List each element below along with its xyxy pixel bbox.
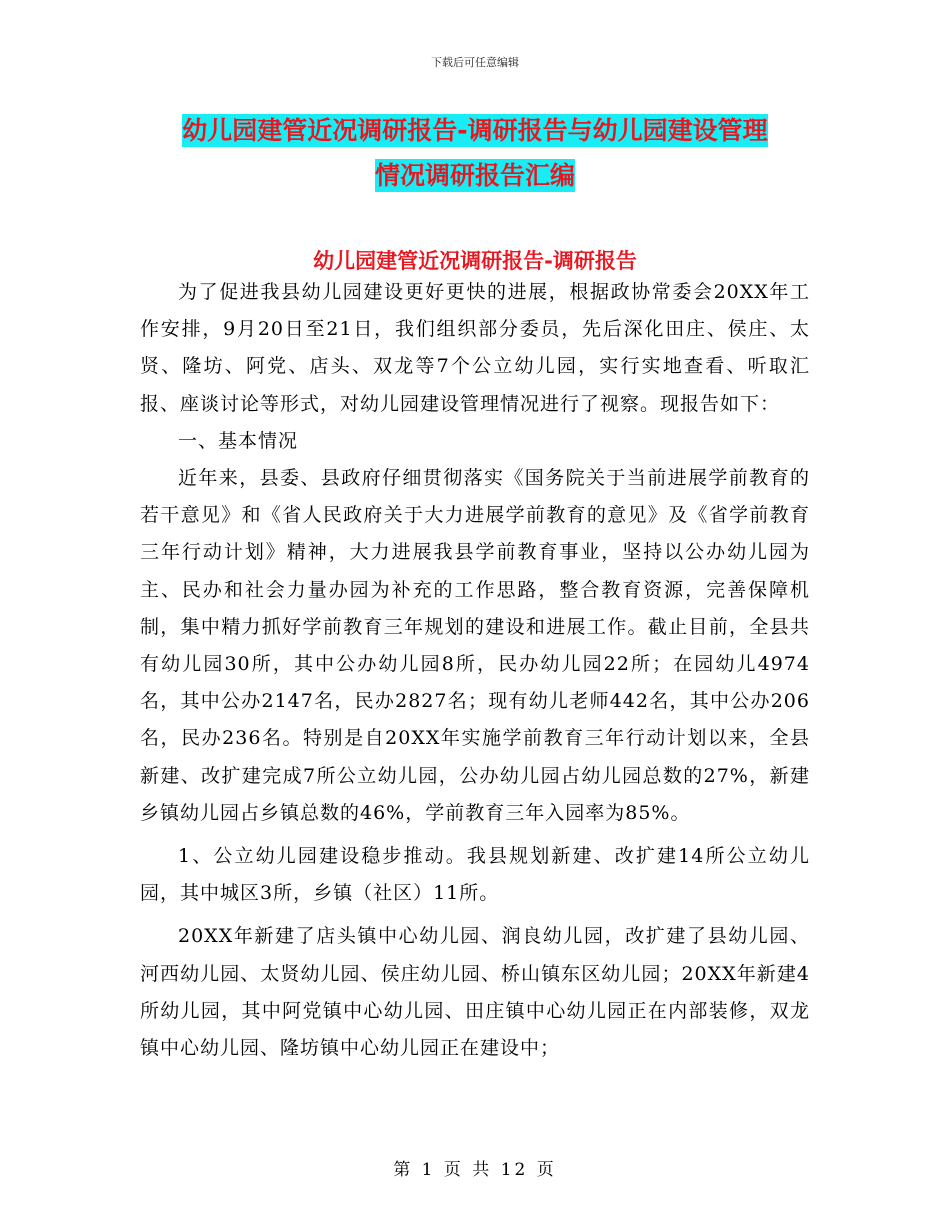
section-title: 幼儿园建管近况调研报告-调研报告: [313, 249, 637, 273]
paragraph-heading-basic: 一、基本情况: [178, 429, 299, 452]
page-header-note: 下载后可任意编辑: [431, 56, 519, 69]
paragraph-basic-situation: 近年来，县委、县政府仔细贯彻落实《国务院关于当前进展学前教育的若干意见》和《省人民政府关于大力进展学前教育的意见》及《省学前教育三年行动计划》精神，大力进展我县学前教育事业，坚持以公办幼儿园为主、民办和社会力量办园为补充的工作思路，整合教育资源，完善保障机制，集中精力抓好学前教育三年规划的建设和进展工作。截止目前，全县共有幼儿园30所，其中公办幼儿园8所，民办幼儿园22所；在园幼儿4974名，其中公办2147名，民办2827名；现有幼儿老师442名，其中公办206名，民办236名。特别是自20XX年实施学前教育三年行动计划以来，全县新建、改扩建完成7所公立幼儿园，公办幼儿园占幼儿园总数的27%，新建乡镇幼儿园占乡镇总数的46%，学前教育三年入园率为85%。: [140, 467, 810, 824]
paragraph-intro: 为了促进我县幼儿园建设更好更快的进展，根据政协常委会20XX年工作安排，9月20日至21日，我们组织部分委员，先后深化田庄、侯庄、太贤、隆坊、阿党、店头、双龙等7个公立幼儿园，实行实地查看、听取汇报、座谈讨论等形式，对幼儿园建设管理情况进行了视察。现报告如下：: [140, 281, 810, 415]
document-title-line-2: 情况调研报告汇编: [374, 161, 575, 190]
document-title-line-1: 幼儿园建管近况调研报告-调研报告与幼儿园建设管理: [182, 116, 768, 145]
paragraph-construction: 20XX年新建了店头镇中心幼儿园、润良幼儿园，改扩建了县幼儿园、河西幼儿园、太贤幼儿园、侯庄幼儿园、桥山镇东区幼儿园；20XX年新建4所幼儿园，其中阿党镇中心幼儿园、田庄镇中心幼儿园正在内部装修，双龙镇中心幼儿园、隆坊镇中心幼儿园正在建设中；: [140, 925, 810, 1060]
document-body: [140, 274, 810, 1067]
document-title: [140, 108, 810, 198]
paragraph-point-1: 1、公立幼儿园建设稳步推动。我县规划新建、改扩建14所公立幼儿园，其中城区3所，乡镇（社区）11所。: [140, 845, 810, 905]
page-number-footer: 第 1 页 共 12 页: [393, 1160, 557, 1180]
